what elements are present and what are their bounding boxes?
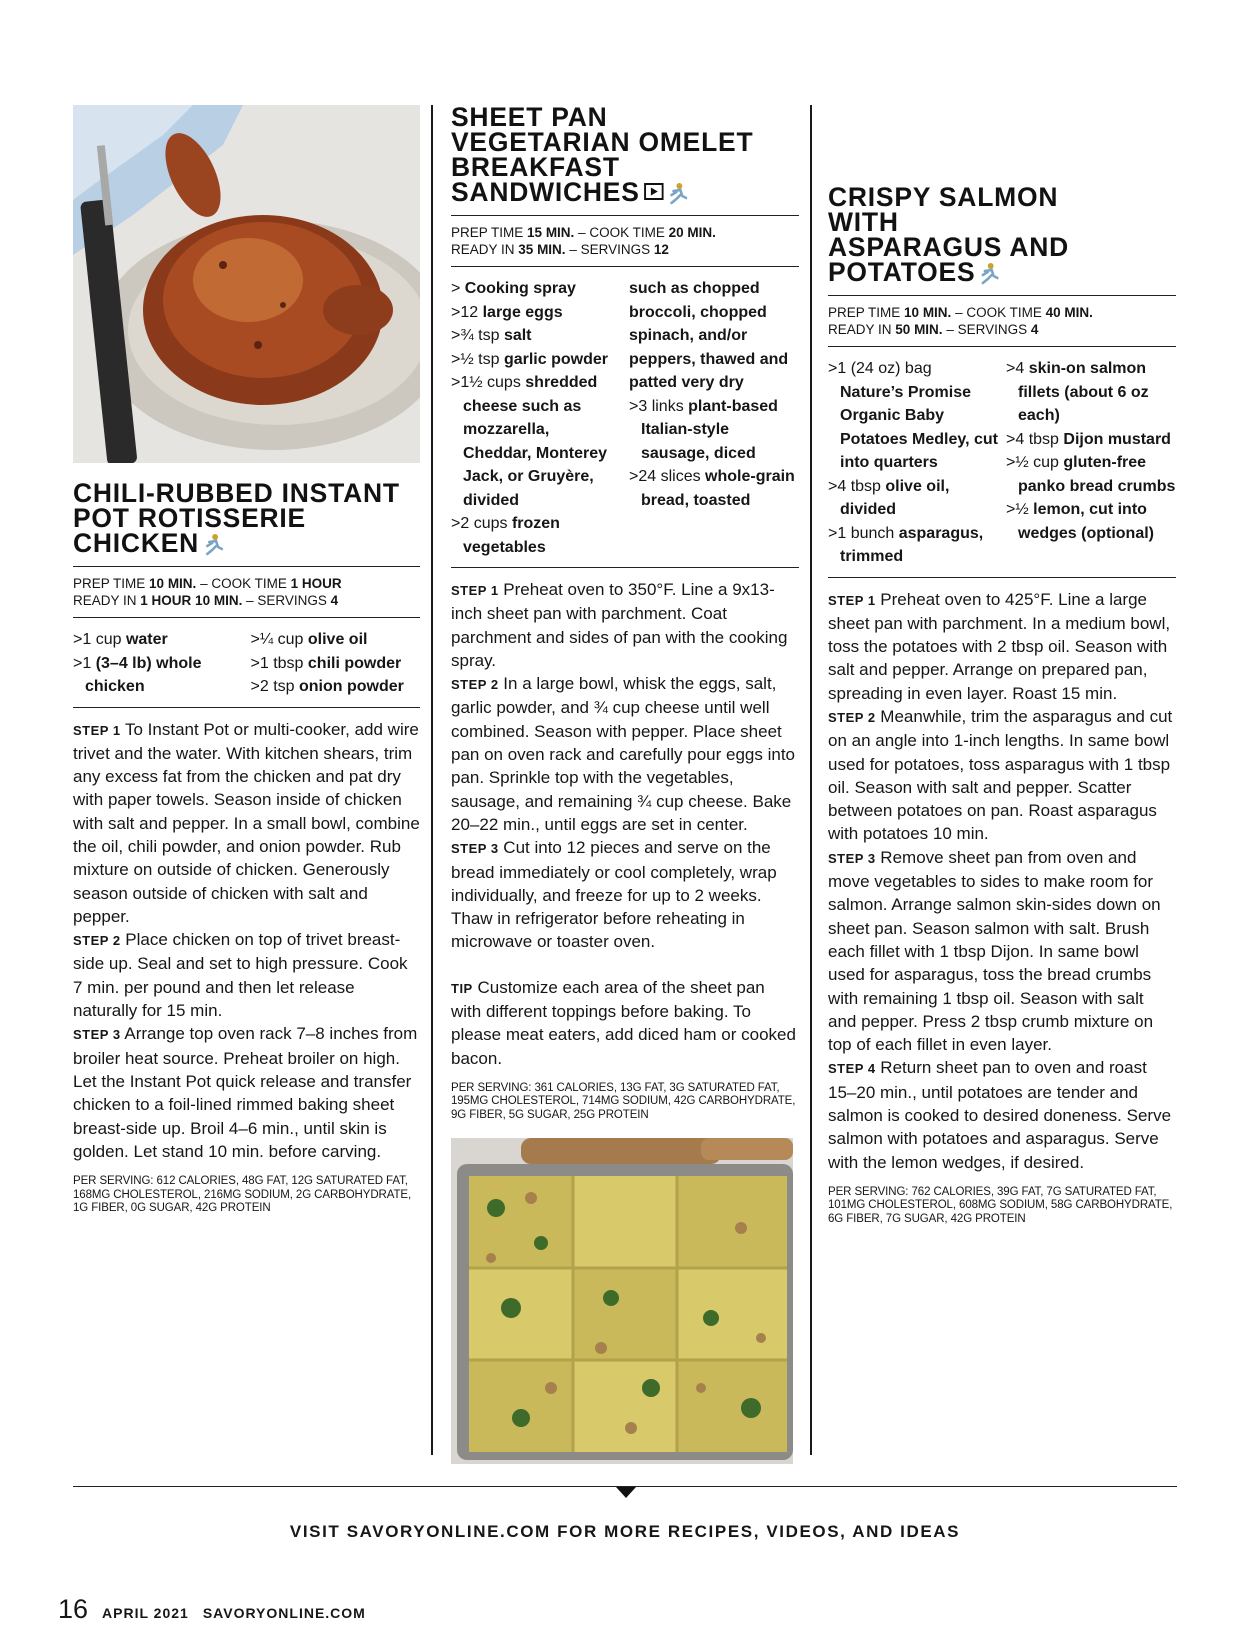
site-link[interactable]: SAVORYONLINE.COM <box>202 1605 366 1621</box>
column-rule-left <box>431 105 433 1455</box>
ingredient: >4 tbsp olive oil, divided <box>828 477 950 518</box>
step: STEP 3 Cut into 12 pieces and serve on the bread immediately or cool completely, wrap individually, and freeze for up to 2 weeks. Thaw in refrigerator before reheating in microwave or toaster oven. <box>451 838 777 952</box>
ingredient: >1½ cups shredded cheese such as mozzarella, Cheddar, Monterey Jack, or Gruyère, divided <box>451 374 608 509</box>
ingredient: >3 links plant-based Italian-style sausage, diced <box>629 397 778 462</box>
ingredient-list <box>828 347 1176 578</box>
step: STEP 3 Remove sheet pan from oven and move vegetables to sides to make room for salmon. Arrange salmon skin-sides down on sheet pan. Season salmon with salt. Brush each fillet with 1 tbsp Dijon. In same bowl used for asparagus, toss the bread crumbs with remaining 1 tbsp oil. Season with salt and pepper. Press 2 tbsp crumb mixture on top of each fillet in even layer. <box>828 847 1161 1055</box>
ingredient: >½ tsp garlic powder <box>451 350 608 368</box>
issue-date: APRIL 2021 <box>102 1605 189 1621</box>
recipe-steps <box>73 718 420 1164</box>
ingredient: >12 large eggs <box>451 303 563 321</box>
video-play-icon <box>644 183 664 200</box>
footer-cta: VISIT SAVORYONLINE.COM FOR MORE RECIPES, VIDEOS, AND IDEAS <box>289 1522 961 1541</box>
step: STEP 2 Place chicken on top of trivet breast-side up. Seal and set to high pressure. Cook 7 min. per pound and then let release naturally for 15 min. <box>73 930 408 1021</box>
ingredient: >1 bunch asparagus, trimmed <box>828 524 984 565</box>
recipe-steps <box>828 588 1176 1174</box>
dietary-runner-icon <box>667 183 687 205</box>
ingredient: >1 cup water <box>73 631 168 648</box>
step: STEP 1 Preheat oven to 425°F. Line a large sheet pan with parchment. In a medium bowl, toss the potatoes with 2 tbsp oil. Season with salt and pepper. Arrange on prepared pan, spreading in even layer. Roast 15 min. <box>828 589 1171 703</box>
ingredient: >½ cup gluten-free panko bread crumbs <box>1006 454 1176 495</box>
page-number: 16 <box>58 1594 89 1624</box>
page-folio <box>58 1594 366 1625</box>
ingredient: >1 tbsp chili powder <box>250 654 402 672</box>
nutrition-info: PER SERVING: 612 CALORIES, 48G FAT, 12G SATURATED FAT, 168MG CHOLESTEROL, 216MG SODIUM, 2G CARBOHYDRATE, 1G FIBER, 0G SUGAR, 42G PROTEIN <box>73 1175 412 1215</box>
recipe-times: PREP TIME 10 MIN. – COOK TIME 1 HOUR READY IN 1 HOUR 10 MIN. – SERVINGS 4 <box>73 566 420 618</box>
chicken-photo <box>73 105 420 463</box>
ingredient: >4 skin-on salmon fillets (about 6 oz each) <box>1006 360 1149 424</box>
recipe-salmon <box>828 182 1176 1226</box>
ingredient: >¼ cup olive oil <box>250 631 368 648</box>
step: STEP 3 Arrange top oven rack 7–8 inches from broiler heat source. Preheat broiler on high. Let the Instant Pot quick release and transfer chicken to a foil-lined rimmed baking sheet breast-side up. Broil 4–6 min., until skin is golden. Let stand 10 min. before carving. <box>73 1024 418 1161</box>
ingredient-list <box>73 618 420 708</box>
ingredient: > Cooking spray <box>451 280 576 297</box>
step: STEP 1 Preheat oven to 350°F. Line a 9x13-inch sheet pan with parchment. Coat parchment and sides of pan with the cooking spray. <box>451 580 788 670</box>
recipe-times: PREP TIME 10 MIN. – COOK TIME 40 MIN. READY IN 50 MIN. – SERVINGS 4 <box>828 295 1176 347</box>
ingredient: >24 slices whole-grain bread, toasted <box>629 468 795 509</box>
recipe-tip: TIP Customize each area of the sheet pan with different toppings before baking. To please meat eaters, add diced ham or cooked bacon. <box>451 977 796 1068</box>
step: STEP 1 To Instant Pot or multi-cooker, add wire trivet and the water. With kitchen shears, trim any excess fat from the chicken and pat dry with paper towels. Season inside of chicken with salt and pepper. In a small bowl, combine the oil, chili powder, and onion powder. Rub mixture on outside of chicken. Generously season outside of chicken with salt and pepper. <box>73 719 420 926</box>
recipe-title: CHILI-RUBBED INSTANT POT ROTISSERIE CHICKEN <box>73 478 400 558</box>
ingredient: >2 tsp onion powder <box>250 678 404 695</box>
dietary-runner-icon <box>203 534 223 556</box>
recipe-times: PREP TIME 15 MIN. – COOK TIME 20 MIN. READY IN 35 MIN. – SERVINGS 12 <box>451 215 799 267</box>
column-rule-right <box>810 105 812 1455</box>
ingredient: >½ lemon, cut into wedges (optional) <box>1006 501 1154 542</box>
ingredient: >2 cups frozen vegetables <box>451 515 560 556</box>
ingredient: >1 (24 oz) bag Nature’s Promise Organic Baby Potatoes Medley, cut into quarters <box>828 360 998 471</box>
recipe-chicken <box>73 105 420 1216</box>
step: STEP 2 Meanwhile, trim the asparagus and cut on an angle into 1-inch lengths. In same bowl used for potatoes, toss asparagus with 1 tbsp oil. Season with salt and pepper. Scatter between potatoes on pan. Roast asparagus with potatoes 10 min. <box>828 706 1173 844</box>
omelet-photo <box>451 1138 793 1464</box>
nutrition-info: PER SERVING: 361 CALORIES, 13G FAT, 3G SATURATED FAT, 195MG CHOLESTEROL, 714MG SODIUM, 42G CARBOHYDRATE, 9G FIBER, 5G SUGAR, 25G PROTEIN <box>451 1081 796 1121</box>
ingredient: >1 (3–4 lb) whole chicken <box>73 654 202 695</box>
ingredient-list <box>451 267 799 568</box>
ingredient: >4 tbsp Dijon mustard <box>1006 430 1171 448</box>
dietary-runner-icon <box>979 263 999 285</box>
recipe-title: SHEET PAN VEGETARIAN OMELET BREAKFAST SANDWICHES <box>451 102 754 207</box>
recipe-title: CRISPY SALMON WITH ASPARAGUS AND POTATOES <box>828 182 1070 287</box>
nutrition-info: PER SERVING: 762 CALORIES, 39G FAT, 7G SATURATED FAT, 101MG CHOLESTEROL, 608MG SODIUM, 58G CARBOHYDRATE, 6G FIBER, 7G SUGAR, 42G PROTEIN <box>828 1185 1173 1225</box>
ingredient: >¾ tsp salt <box>451 327 532 344</box>
recipe-steps <box>451 578 799 954</box>
chevron-down-icon <box>616 1487 636 1498</box>
recipe-omelet <box>451 102 799 1464</box>
step: STEP 2 In a large bowl, whisk the eggs, salt, garlic powder, and ¾ cup cheese until well combined. Season with pepper. Place sheet pan on oven rack and carefully pour eggs into pan. Sprinkle top with the vegetables, sausage, and remaining ¾ cup cheese. Bake 20–22 min., until eggs are set in center. <box>451 674 796 834</box>
step: STEP 4 Return sheet pan to oven and roast 15–20 min., until potatoes are tender and salmon is cooked to desired doneness. Serve salmon with potatoes and asparagus. Serve with the lemon wedges, if desired. <box>828 1058 1172 1172</box>
ingredient: such as chopped broccoli, chopped spinach, and/or peppers, thawed and patted very dry <box>629 280 789 391</box>
